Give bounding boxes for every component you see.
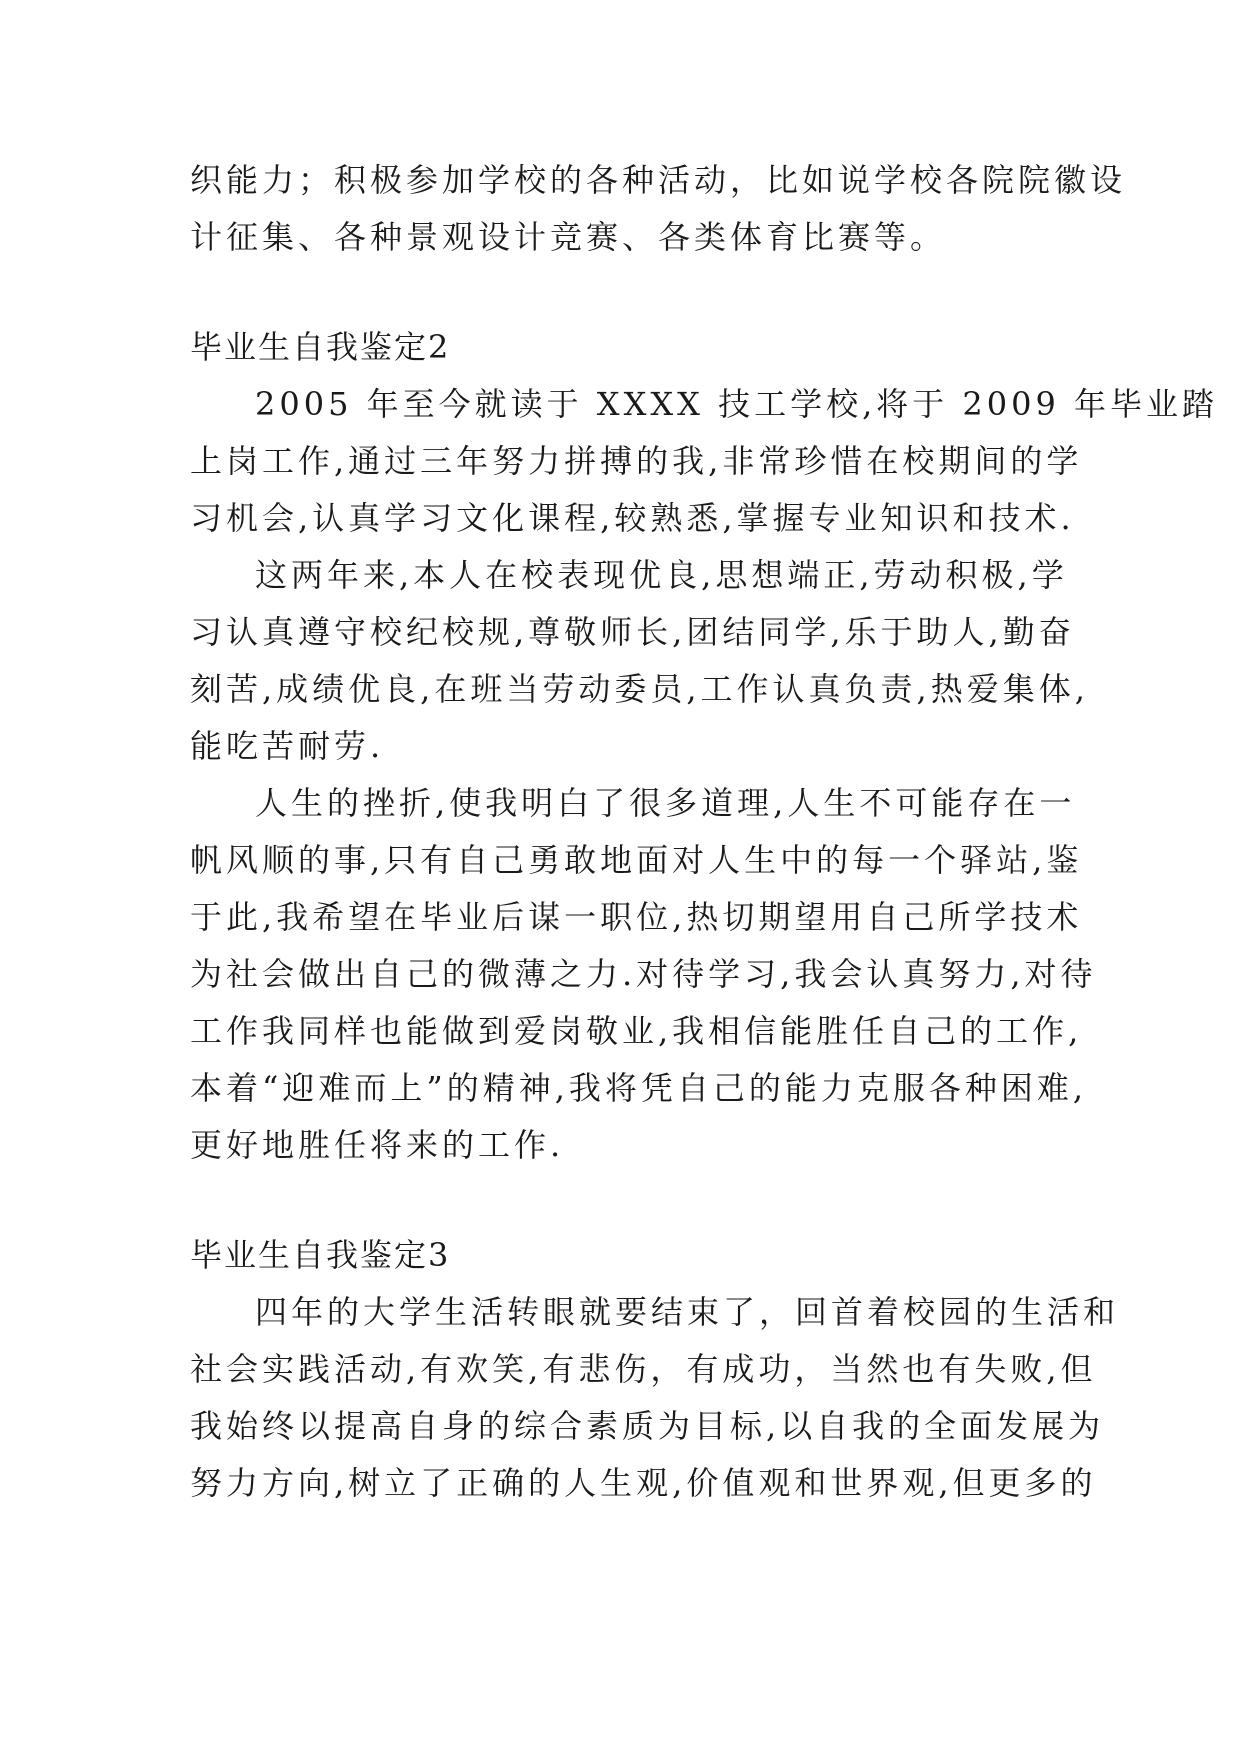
section-gap bbox=[190, 1174, 1070, 1227]
text-line: 2005 年至今就读于 XXXX 技工学校,将于 2009 年毕业踏 bbox=[255, 385, 1219, 423]
section-2 bbox=[190, 319, 1219, 1174]
text-line: 帆风顺的事,只有自己勇敢地面对人生中的每一个驿站,鉴 bbox=[190, 841, 1083, 879]
document-page bbox=[190, 152, 1219, 1512]
text-line: 习机会,认真学习文化课程,较熟悉,掌握专业知识和技术. bbox=[190, 499, 1075, 537]
section-gap bbox=[190, 266, 1070, 319]
paragraph bbox=[190, 547, 1089, 775]
text-line: 努力方向,树立了正确的人生观,价值观和世界观,但更多的 bbox=[190, 1464, 1097, 1502]
paragraph bbox=[190, 775, 1097, 1174]
text-line: 计征集、各种景观设计竞赛、各类体育比赛等。 bbox=[190, 218, 947, 256]
text-line: 刻苦,成绩优良,在班当劳动委员,工作认真负责,热爱集体, bbox=[190, 670, 1089, 708]
text-line: 人生的挫折,使我明白了很多道理,人生不可能存在一 bbox=[255, 784, 1076, 822]
paragraph bbox=[190, 1284, 1120, 1512]
text-line: 社会实践活动,有欢笑,有悲伤，有成功，当然也有失败,但 bbox=[190, 1350, 1097, 1388]
text-line: 工作我同样也能做到爱岗敬业,我相信能胜任自己的工作, bbox=[190, 1012, 1083, 1050]
text-line: 四年的大学生活转眼就要结束了，回首着校园的生活和 bbox=[255, 1293, 1120, 1331]
section-heading: 毕业生自我鉴定3 bbox=[190, 1236, 451, 1274]
paragraph bbox=[190, 376, 1219, 547]
section-heading: 毕业生自我鉴定2 bbox=[190, 328, 451, 366]
text-line: 更好地胜任将来的工作. bbox=[190, 1126, 565, 1164]
text-line: 于此,我希望在毕业后谋一职位,热切期望用自己所学技术 bbox=[190, 898, 1083, 936]
text-line: 习认真遵守校纪校规,尊敬师长,团结同学,乐于助人,勤奋 bbox=[190, 613, 1075, 651]
text-line: 织能力；积极参加学校的各种活动，比如说学校各院院徽设 bbox=[190, 161, 1127, 199]
section-1-tail bbox=[190, 152, 1127, 266]
text-line: 我始终以提高自身的综合素质为目标,以自我的全面发展为 bbox=[190, 1407, 1105, 1445]
text-line: 能吃苦耐劳. bbox=[190, 727, 385, 765]
section-3 bbox=[190, 1227, 1120, 1512]
text-line: 为社会做出自己的微薄之力.对待学习,我会认真努力,对待 bbox=[190, 955, 1097, 993]
text-line: 本着“迎难而上”的精神,我将凭自己的能力克服各种困难, bbox=[190, 1069, 1088, 1107]
text-line: 这两年来,本人在校表现优良,思想端正,劳动积极,学 bbox=[255, 556, 1068, 594]
text-line: 上岗工作,通过三年努力拼搏的我,非常珍惜在校期间的学 bbox=[190, 442, 1083, 480]
